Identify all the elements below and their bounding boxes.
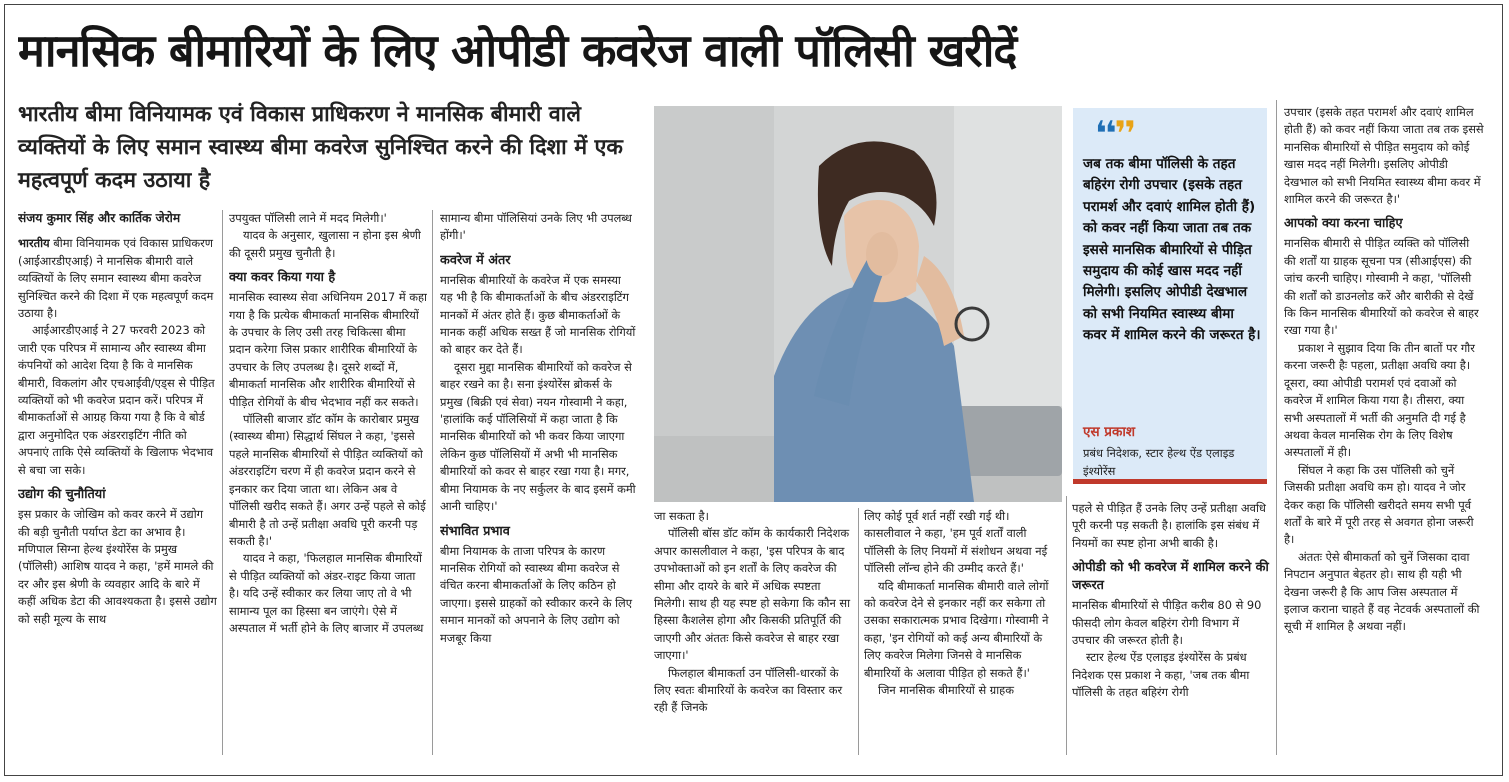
column-6: [1072, 500, 1270, 755]
paragraph: उपचार (इसके तहत परामर्श और दवाएं शामिल होती हैं) को कवर नहीं किया जाता तब तक इससे मानसिक बीमारियों से पीड़ित समुदाय को कोई खास मदद नहीं मिलेगी। इसलिए ओपीडी देखभाल को सभी नियमित स्वास्थ्य बीमा कवर में शामिल करने की जरूरत है।': [1284, 105, 1484, 207]
quote-text: जब तक बीमा पॉलिसी के तहत बहिरंग रोगी उपचार (इसके तहत परामर्श और दवाएं शामिल होती हैं) को कवर नहीं किया जाता तब तक इससे मानसिक बीमारियों से पीड़ित समुदाय की कोई खास मदद नहीं मिलेगी। इसलिए ओपीडी देखभाल को सभी नियमित स्वास्थ्य बीमा कवर में शामिल करने की जरूरत है।: [1083, 156, 1261, 344]
column-4: [654, 508, 854, 755]
column-rule: [222, 210, 223, 755]
column-1: [18, 210, 218, 755]
paragraph: यदि बीमाकर्ता मानसिक बीमारी वाले लोगों को कवरेज देने से इनकार नहीं कर सकेगा तो उसका सकारात्मक प्रभाव दिखेगा। गोस्वामी ने कहा, 'इन रोगियों को कई अन्य बीमारियों के लिए कवरेज मिलेगा जिनसे वे मानसिक बीमारियों के अलावा पीड़ित हो सकते हैं।': [864, 578, 1049, 680]
lead-word: भारतीय: [18, 236, 50, 251]
paragraph: दूसरा मुद्दा मानसिक बीमारियों को कवरेज से बाहर रखने का है। सना इंश्योरेंस ब्रोकर्स के प्रमुख (बिक्री एवं सेवा) नयन गोस्वामी ने कहा, 'हालांकि कई पॉलिसियों में कहा जाता है कि मानसिक बीमारियों को भी कवर किया जाएगा लेकिन कुछ पॉलिसियों में अभी भी मानसिक बीमारियों को कवर से बाहर रखा गया है। मगर, बीमा नियामक के नए सर्कुलर के बाद इसमें कमी आनी चाहिए।': [440, 359, 636, 514]
paragraph: [18, 235, 218, 322]
paragraph-text: बीमा विनियामक एवं विकास प्राधिकरण (आईआरडीएआई) ने मानसिक बीमारी वाले व्यक्तियों के लिए समान स्वास्थ्य बीमा कवरेज सुनिश्चित करने की दिशा में एक महत्वपूर्ण कदम उठाया है।: [18, 236, 214, 321]
paragraph: सामान्य बीमा पॉलिसियां उनके लिए भी उपलब्ध होंगी।': [440, 211, 632, 243]
paragraph: फिलहाल बीमाकर्ता उन पॉलिसी-धारकों के लिए स्वतः बीमारियों के कवरेज का विस्तार कर रही हैं जिनके: [654, 665, 843, 715]
column-rule: [858, 508, 859, 755]
column-7: [1284, 104, 1484, 755]
paragraph: इस प्रकार के जोखिम को कवर करने में उद्योग की बड़ी चुनौती पर्याप्त डेटा का अभाव है। मणिपाल सिग्ना हेल्थ इंश्योरेंस के प्रमुख (पॉलिसी) आशिष यादव ने कहा, 'हमें मामले की दर और इस श्रेणी के व्यवहार आदि के बारे में कहीं अधिक डेटा की आवश्यकता है। इससे उद्योग को सही मूल्य के साथ: [18, 507, 217, 626]
paragraph: स्टार हेल्थ ऐंड एलाइड इंश्योरेंस के प्रबंध निदेशक एस प्रकाश ने कहा, 'जब तक बीमा पॉलिसी के तहत बहिरंग रोगी: [1072, 650, 1250, 700]
quote-accent-bar: [1073, 479, 1267, 484]
paragraph: पहले से पीड़ित हैं उनके लिए उन्हें प्रतीक्षा अवधि पूरी करनी पड़ सकती है। हालांकि इस संबंध में नियमों का स्पष्ट होना अभी बाकी है।: [1072, 501, 1266, 550]
paragraph: यादव के अनुसार, खुलासा न होना इस श्रेणी की दूसरी प्रमुख चुनौती है।: [229, 228, 421, 260]
column-5: [864, 508, 1060, 755]
column-rule: [1066, 496, 1067, 755]
paragraph: जा सकता है।: [654, 509, 709, 523]
section-heading: उद्योग की चुनौतियां: [18, 487, 106, 503]
paragraph: मानसिक स्वास्थ्य सेवा अधिनियम 2017 में कहा गया है कि प्रत्येक बीमाकर्ता मानसिक बीमारियों के उपचार के लिए उसी तरह चिकित्सा बीमा प्रदान करेगा जिस प्रकार शारीरिक बीमारियों के उपचार के लिए उपलब्ध है। दूसरे शब्दों में, बीमाकर्ता मानसिक और शारीरिक बीमारियों से पीड़ित रोगियों के बीच भेदभाव नहीं कर सकते।: [229, 290, 427, 409]
paragraph: पॉलिसी बॉस डॉट कॉम के कार्यकारी निदेशक अपार कासलीवाल ने कहा, 'इस परिपत्र के बाद उपभोक्ताओं को इन शर्तों के लिए कवरेज की सीमा और दायरे के बारे में अधिक स्पष्टता मिलेगी। साथ ही यह स्पष्ट हो सकेगा कि कौन सा हिस्सा कैशलेस होगा और किसकी प्रतिपूर्ति की जाएगी और अंततः किसे कवरेज से बाहर रखा जाएगा।': [654, 526, 851, 663]
paragraph: आईआरडीएआई ने 27 फरवरी 2023 को जारी एक परिपत्र में सामान्य और स्वास्थ्य बीमा कंपनियों को आदेश दिया है कि वे मानसिक बीमारी, विकलांग और एचआईवी/एड्स से पीड़ित व्यक्तियों को भी कवरेज प्रदान करें। परिपत्र में बीमाकर्ताओं से आग्रह किया गया है कि वे बोर्ड द्वारा अनुमोदित एक अंडरराइटिंग नीति को अपनाएं ताकि ऐसे व्यक्तियों के खिलाफ भेदभाव से बचा जा सके।: [18, 323, 215, 477]
stressed-woman-photo: [654, 106, 1062, 502]
paragraph: यादव ने कहा, 'फिलहाल मानसिक बीमारियों से पीड़ित व्यक्तियों को अंडर-राइट किया जाता है। यदि उन्हें स्वीकार कर लिया जाए तो वे भी सामान्य पूल का हिस्सा बन जाएंगे। ऐसे में अस्पताल में भर्ती होने के लिए बाजार में उपलब्ध: [229, 551, 424, 635]
pull-quote-box: [1073, 108, 1267, 484]
paragraph: मानसिक बीमारियों से पीड़ित करीब 80 से 90 फीसदी लोग केवल बहिरंग रोगी विभाग में उपचार की जरूरत होती है।: [1072, 598, 1262, 648]
section-heading: ओपीडी को भी कवरेज में शामिल करने की जरूरत: [1072, 560, 1269, 594]
paragraph: प्रकाश ने सुझाव दिया कि तीन बातों पर गौर करना जरूरी हैः पहला, प्रतीक्षा अवधि क्या है। दूसरा, क्या ओपीडी परामर्श एवं दवाओं को कवरेज में शामिल किया गया है। तीसरा, क्या सभी अस्पतालों में भर्ती की अनुमति दी गई है अथवा केवल मानसिक रोग के लिए विशेष अस्पतालों में ही।: [1284, 340, 1475, 460]
paragraph: पॉलिसी बाजार डॉट कॉम के कारोबार प्रमुख (स्वास्थ्य बीमा) सिद्धार्थ सिंघल ने कहा, 'इससे पहले मानसिक बीमारियों से पीड़ित व्यक्तियों को अंडरराइटिंग चरण में ही कवरेज प्रदान करने से इनकार कर दिया जाता था। लेकिन अब वे पॉलिसी खरीद सकते हैं। अगर उन्हें पहले से कोई बीमारी है तो उन्हें प्रतीक्षा अवधि पूरी करनी पड़ सकती है।': [229, 412, 426, 548]
byline: संजय कुमार सिंह और कार्तिक जेरोम: [18, 211, 181, 225]
section-heading: संभावित प्रभाव: [440, 523, 510, 539]
section-heading: कवरेज में अंतर: [440, 252, 511, 268]
paragraph: उपयुक्त पॉलिसी लाने में मदद मिलेगी।': [229, 211, 387, 225]
column-rule: [432, 210, 433, 755]
headline: मानसिक बीमारियों के लिए ओपीडी कवरेज वाली पॉलिसी खरीदें: [18, 24, 1017, 77]
column-rule: [1276, 100, 1277, 755]
quote-author-name: एस प्रकाश: [1083, 424, 1136, 440]
paragraph: जिन मानसिक बीमारियों से ग्राहक: [878, 683, 1014, 698]
paragraph: लिए कोई पूर्व शर्त नहीं रखी गई थी। कासलीवाल ने कहा, 'हम पूर्व शर्तों वाली पॉलिसी के लिए नियमों में संशोधन अथवा नई पॉलिसी लॉन्च होने की उम्मीद करते हैं।': [864, 509, 1048, 576]
paragraph: अंततः ऐसे बीमाकर्ता को चुनें जिसका दावा निपटान अनुपात बेहतर हो। साथ ही यही भी देखना जरूरी है कि आप जिस अस्पताल में इलाज कराना चाहते हैं वह नेटवर्क अस्पतालों की सूची में शामिल है अथवा नहीं।: [1284, 549, 1480, 634]
quote-marks-icon: ❛❛❜❜: [1095, 114, 1135, 154]
paragraph: बीमा नियामक के ताजा परिपत्र के कारण मानसिक रोगियों को स्वास्थ्य बीमा कवरेज से वंचित करना बीमाकर्ताओं के लिए कठिन हो जाएगा। इससे ग्राहकों को स्वीकार करने के लिए समान मानकों को अपनाने के लिए उद्योग को मजबूर किया: [440, 543, 633, 645]
section-heading: आपको क्या करना चाहिए: [1284, 216, 1403, 232]
column-3: [440, 210, 636, 755]
photo-illustration: [654, 106, 1062, 502]
quote-author-role: प्रबंध निदेशक, स्टार हेल्थ ऐंड एलाइड इंश्योरेंस: [1083, 446, 1235, 478]
column-2: [229, 210, 427, 755]
section-heading: क्या कवर किया गया है: [229, 270, 336, 286]
paragraph: मानसिक बीमारी से पीड़ित व्यक्ति को पॉलिसी की शर्तों या ग्राहक सूचना पत्र (सीआईएस) की जांच करनी चाहिए। गोस्वामी ने कहा, 'पॉलिसी की शर्तों को डाउनलोड करें और बारीकी से देखें कि किन मानसिक बीमारियों को कवरेज से बाहर रखा गया है।': [1284, 236, 1479, 338]
paragraph: मानसिक बीमारियों के कवरेज में एक समस्या यह भी है कि बीमाकर्ताओं के बीच अंडरराइटिंग मानकों में अंतर होते हैं। कुछ बीमाकर्ताओं के मानक कहीं अधिक सख्त हैं जो मानसिक रोगियों को बाहर कर देते हैं।: [440, 272, 636, 357]
paragraph: सिंघल ने कहा कि उस पॉलिसी को चुनें जिसकी प्रतीक्षा अवधि कम हो। यादव ने जोर देकर कहा कि पॉलिसी खरीदते समय सभी पूर्व शर्तों के बारे में पूरी तरह से अवगत होना जरूरी है।: [1284, 462, 1474, 547]
deck-subheadline: भारतीय बीमा विनियामक एवं विकास प्राधिकरण ने मानसिक बीमारी वाले व्यक्तियों के लिए समान स्वास्थ्य बीमा कवरेज सुनिश्चित करने की दिशा में एक महत्वपूर्ण कदम उठाया है: [18, 102, 623, 193]
